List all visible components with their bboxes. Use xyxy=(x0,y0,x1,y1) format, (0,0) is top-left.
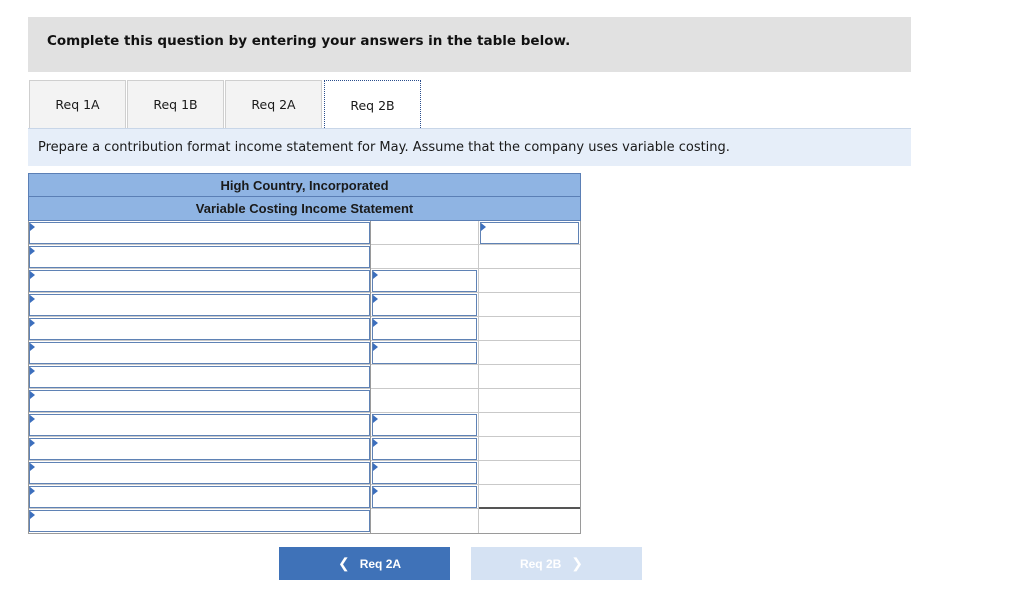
line-item-dropdown-cell xyxy=(29,461,371,485)
tab-req-2a[interactable] xyxy=(225,80,322,128)
caret-marker-icon xyxy=(30,487,35,495)
line-item-dropdown-cell xyxy=(29,389,371,413)
caret-marker-icon xyxy=(373,271,378,279)
empty-cell xyxy=(371,245,479,269)
caret-marker-icon xyxy=(30,439,35,447)
line-item-dropdown-cell xyxy=(29,509,371,533)
amount-input[interactable] xyxy=(372,294,477,316)
line-item-dropdown[interactable] xyxy=(29,366,370,388)
total-input[interactable] xyxy=(480,222,579,244)
amount-input[interactable] xyxy=(372,462,477,484)
amount-input[interactable] xyxy=(372,414,477,436)
amount-input[interactable] xyxy=(372,438,477,460)
amount-input-cell xyxy=(371,437,479,461)
amount-input[interactable] xyxy=(372,342,477,364)
tab-req-2b[interactable] xyxy=(324,80,421,130)
caret-marker-icon xyxy=(30,271,35,279)
line-item-dropdown[interactable] xyxy=(29,462,370,484)
line-item-dropdown[interactable] xyxy=(29,342,370,364)
amount-input-cell xyxy=(371,317,479,341)
empty-cell xyxy=(479,509,580,533)
amount-input-cell xyxy=(371,293,479,317)
caret-marker-icon xyxy=(373,487,378,495)
table-row xyxy=(29,245,580,269)
empty-cell xyxy=(479,485,580,509)
empty-cell xyxy=(479,317,580,341)
chevron-right-icon: ❯ xyxy=(571,555,584,571)
empty-cell xyxy=(479,245,580,269)
caret-marker-icon xyxy=(373,439,378,447)
caret-marker-icon xyxy=(30,391,35,399)
empty-cell xyxy=(371,221,479,245)
caret-marker-icon xyxy=(481,223,486,231)
amount-input[interactable] xyxy=(372,486,477,508)
table-row xyxy=(29,437,580,461)
prompt-text: Prepare a contribution format income statement for May. Assume that the company uses variable costing. xyxy=(38,140,730,155)
caret-marker-icon xyxy=(373,463,378,471)
statement-title: Variable Costing Income Statement xyxy=(28,197,581,221)
amount-input-cell xyxy=(371,341,479,365)
amount-input[interactable] xyxy=(372,270,477,292)
caret-marker-icon xyxy=(30,247,35,255)
line-item-dropdown-cell xyxy=(29,269,371,293)
empty-cell xyxy=(479,269,580,293)
table-row xyxy=(29,341,580,365)
amount-input-cell xyxy=(371,269,479,293)
total-input-cell xyxy=(479,221,580,245)
caret-marker-icon xyxy=(373,343,378,351)
tab-req-1b[interactable] xyxy=(127,80,224,128)
company-name: High Country, Incorporated xyxy=(28,173,581,197)
statement-grid xyxy=(28,221,581,534)
line-item-dropdown-cell xyxy=(29,245,371,269)
caret-marker-icon xyxy=(30,343,35,351)
caret-marker-icon xyxy=(30,415,35,423)
table-row xyxy=(29,317,580,341)
caret-marker-icon xyxy=(373,295,378,303)
line-item-dropdown-cell xyxy=(29,293,371,317)
line-item-dropdown[interactable] xyxy=(29,270,370,292)
empty-cell xyxy=(479,389,580,413)
amount-input-cell xyxy=(371,485,479,509)
line-item-dropdown[interactable] xyxy=(29,222,370,244)
table-row xyxy=(29,413,580,437)
line-item-dropdown-cell xyxy=(29,437,371,461)
line-item-dropdown[interactable] xyxy=(29,390,370,412)
empty-cell xyxy=(479,437,580,461)
next-req-label: Req 2B xyxy=(519,556,562,571)
table-row xyxy=(29,365,580,389)
caret-marker-icon xyxy=(30,367,35,375)
empty-cell xyxy=(479,413,580,437)
caret-marker-icon xyxy=(373,319,378,327)
empty-cell xyxy=(371,509,479,533)
line-item-dropdown[interactable] xyxy=(29,414,370,436)
empty-cell xyxy=(479,341,580,365)
line-item-dropdown-cell xyxy=(29,413,371,437)
caret-marker-icon xyxy=(30,223,35,231)
line-item-dropdown[interactable] xyxy=(29,318,370,340)
table-row xyxy=(29,461,580,485)
empty-cell xyxy=(371,389,479,413)
caret-marker-icon xyxy=(30,463,35,471)
next-req-button[interactable] xyxy=(471,547,642,580)
prompt-bar xyxy=(28,129,911,166)
tab-label: Req 2B xyxy=(350,97,395,113)
caret-marker-icon xyxy=(30,511,35,519)
line-item-dropdown[interactable] xyxy=(29,438,370,460)
prev-req-label: Req 2A xyxy=(359,556,402,571)
line-item-dropdown[interactable] xyxy=(29,246,370,268)
line-item-dropdown[interactable] xyxy=(29,510,370,532)
line-item-dropdown-cell xyxy=(29,365,371,389)
tab-label: Req 1B xyxy=(153,97,198,112)
amount-input-cell xyxy=(371,461,479,485)
table-row xyxy=(29,485,580,509)
amount-input-cell xyxy=(371,413,479,437)
caret-marker-icon xyxy=(30,319,35,327)
table-row xyxy=(29,389,580,413)
prev-req-button[interactable] xyxy=(279,547,450,580)
caret-marker-icon xyxy=(373,415,378,423)
empty-cell xyxy=(479,461,580,485)
income-statement xyxy=(28,173,581,534)
chevron-left-icon: ❮ xyxy=(337,555,350,571)
instruction-text: Complete this question by entering your answers in the table below. xyxy=(47,33,571,49)
tab-req-1a[interactable] xyxy=(29,80,126,128)
table-row xyxy=(29,221,580,245)
table-row xyxy=(29,269,580,293)
table-row xyxy=(29,509,580,533)
amount-input[interactable] xyxy=(372,318,477,340)
line-item-dropdown-cell xyxy=(29,341,371,365)
table-row xyxy=(29,293,580,317)
empty-cell xyxy=(371,365,479,389)
caret-marker-icon xyxy=(30,295,35,303)
line-item-dropdown[interactable] xyxy=(29,486,370,508)
line-item-dropdown-cell xyxy=(29,317,371,341)
line-item-dropdown[interactable] xyxy=(29,294,370,316)
line-item-dropdown-cell xyxy=(29,485,371,509)
instruction-bar xyxy=(28,17,911,72)
empty-cell xyxy=(479,365,580,389)
tab-label: Req 1A xyxy=(55,97,100,112)
line-item-dropdown-cell xyxy=(29,221,371,245)
empty-cell xyxy=(479,293,580,317)
tab-label: Req 2A xyxy=(251,97,296,112)
